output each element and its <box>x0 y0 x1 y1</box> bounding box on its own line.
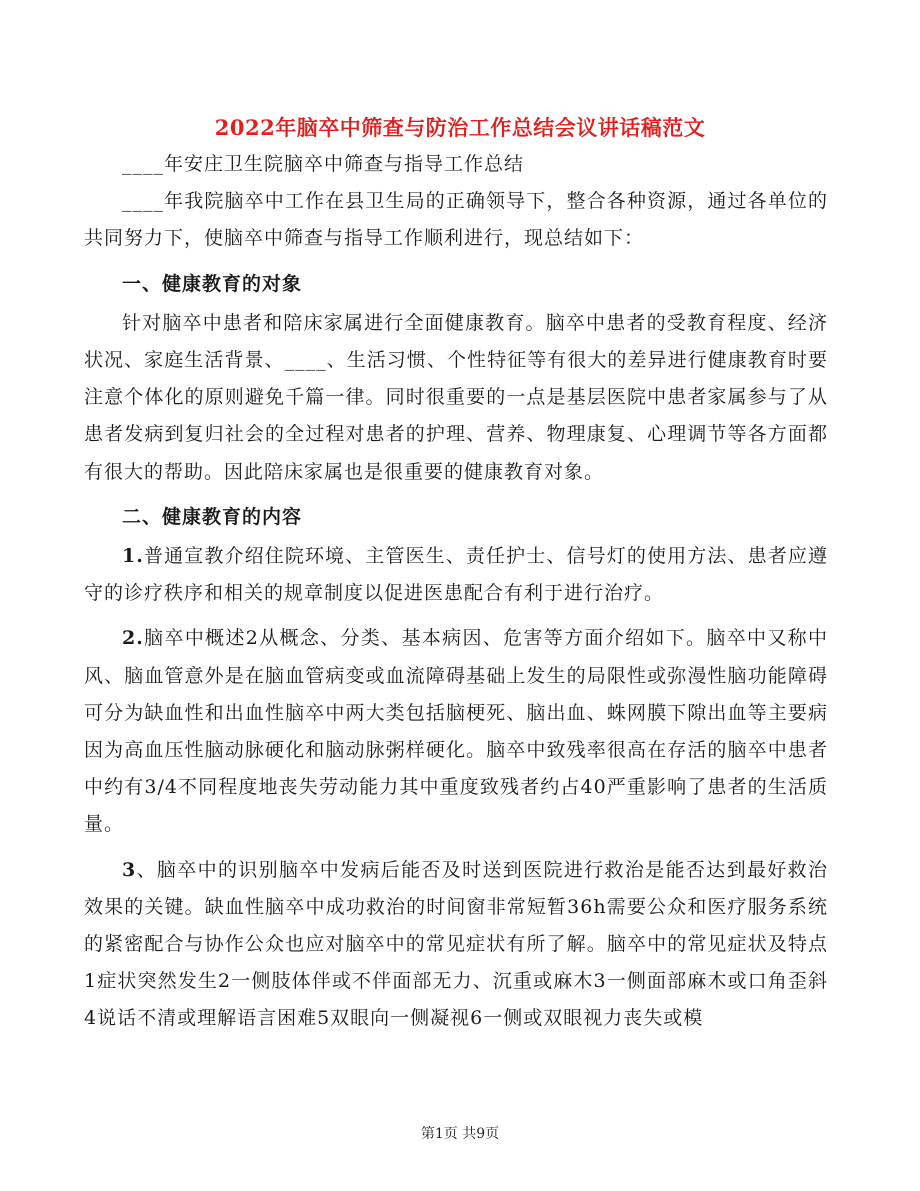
list-item-2-text: 脑卒中概述2从概念、分类、基本病因、危害等方面介绍如下。脑卒中又称中风、脑血管意外是在脑血管病变或血流障碍基础上发生的局限性或弥漫性脑功能障碍可分为缺血性和出血性脑卒中两大类包括脑梗死、脑出血、蛛网膜下隙出血等主要病因为高血压性脑动脉硬化和脑动脉粥样硬化。脑卒中致残率很高在存活的脑卒中患者中约有3/4不同程度地丧失劳动能力其中重度致残者约占40严重影响了患者的生活质量。 <box>84 627 828 836</box>
subtitle-line: ____年安庄卫生院脑卒中筛查与指导工作总结 <box>122 153 525 175</box>
section-1-heading: 一、健康教育的对象 <box>122 272 303 295</box>
list-item-2 <box>84 620 828 843</box>
intro-paragraph: ____年我院脑卒中工作在县卫生局的正确领导下，整合各种资源，通过各单位的共同努力下，使脑卒中筛查与指导工作顺利进行，现总结如下： <box>84 190 828 250</box>
document-body <box>84 146 828 1046</box>
section-1-paragraph: 针对脑卒中患者和陪床家属进行全面健康教育。脑卒中患者的受教育程度、经济状况、家庭生活背景、____、生活习惯、个性特征等有很大的差异进行健康教育时要注意个体化的原则避免千篇一律。同时很重要的一点是基层医院中患者家属参与了从患者发病到复归社会的全过程对患者的护理、营养、物理康复、心理调节等各方面都有很大的帮助。因此陪床家属也是很重要的健康教育对象。 <box>84 311 828 483</box>
list-item-3 <box>84 852 828 1038</box>
list-item-3-text: 、脑卒中的识别脑卒中发病后能否及时送到医院进行救治是能否达到最好救治效果的关键。缺血性脑卒中成功救治的时间窗非常短暂36h需要公众和医疗服务系统的紧密配合与协作公众也应对脑卒中的常见症状有所了解。脑卒中的常见症状及特点1症状突然发生2一侧肢体伴或不伴面部无力、沉重或麻木3一侧面部麻木或口角歪斜4说话不清或理解语言困难5双眼向一侧凝视6一侧或双眼视力丧失或模 <box>84 858 828 1030</box>
page-footer: 第1页 共9页 <box>420 1126 500 1142</box>
list-item-1-text: 普通宣教介绍住院环境、主管医生、责任护士、信号灯的使用方法、患者应遵守的诊疗秩序和相关的规章制度以促进医患配合有利于进行治疗。 <box>84 545 828 605</box>
list-item-1-number: 1. <box>122 545 144 568</box>
list-item-1 <box>84 538 828 612</box>
list-item-2-number: 2. <box>122 627 144 650</box>
list-item-3-number: 3 <box>122 858 137 881</box>
section-2-heading: 二、健康教育的内容 <box>122 505 303 528</box>
document-title: 2022年脑卒中筛查与防治工作总结会议讲话稿范文 <box>214 115 706 140</box>
